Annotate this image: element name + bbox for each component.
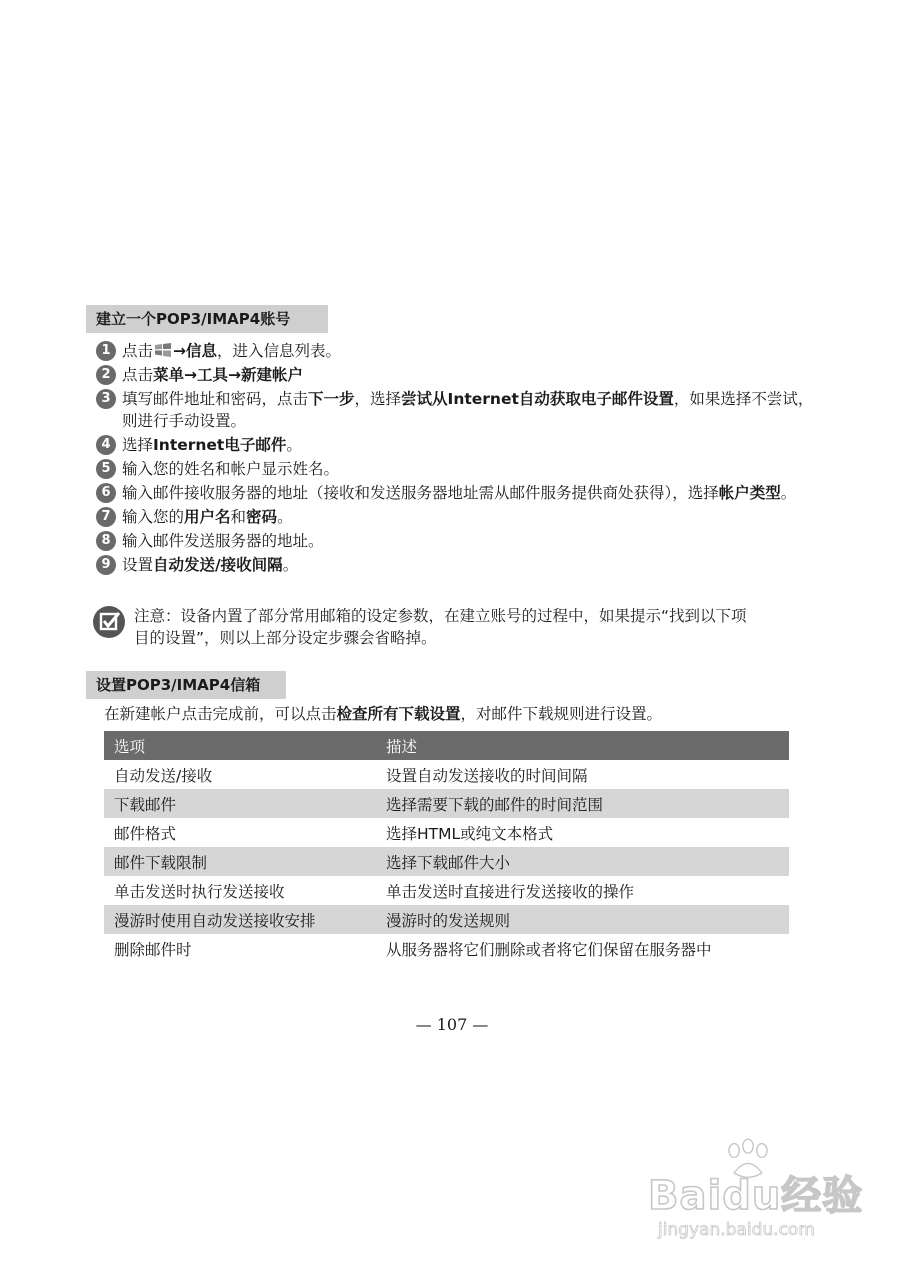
note-label: 注意： xyxy=(134,607,181,625)
step-text: 输入您的姓名和帐户显示姓名。 xyxy=(122,460,340,478)
step-text: 和 xyxy=(230,508,247,526)
step-text: 输入邮件发送服务器的地址。 xyxy=(122,532,324,550)
option-cell: 单击发送时执行发送接收 xyxy=(114,882,285,901)
step-3 xyxy=(96,388,826,432)
step-bold: 下一步 xyxy=(308,390,355,408)
page-number: — 107 — xyxy=(415,1015,489,1034)
table-row xyxy=(104,905,789,934)
description-cell: 选择HTML或纯文本格式 xyxy=(386,824,554,843)
step-bold: Internet电子邮件 xyxy=(153,436,287,454)
arrow: → xyxy=(184,366,198,384)
option-cell: 漫游时使用自动发送接收安排 xyxy=(104,905,376,934)
intro-text: 在新建帐户点击完成前，可以点击 xyxy=(104,705,337,723)
step-text: 填写邮件地址和密码，点击 xyxy=(122,390,309,408)
step-bold: 自动发送/接收间隔 xyxy=(153,556,283,574)
table-row xyxy=(104,789,789,818)
watermark-brand: Baidu经验 xyxy=(648,1173,864,1219)
step-number: 7 xyxy=(96,507,116,527)
section2-intro xyxy=(104,703,662,725)
step-number: 3 xyxy=(96,389,116,409)
step-7 xyxy=(96,506,826,528)
table-row xyxy=(104,847,789,876)
description-cell: 单击发送时直接进行发送接收的操作 xyxy=(386,882,635,901)
step-bold: 工具 xyxy=(197,366,229,384)
step-9 xyxy=(96,554,826,576)
description-cell: 设置自动发送接收的时间间隔 xyxy=(386,766,588,785)
step-text: ，选择 xyxy=(354,390,402,408)
step-text: 点击 xyxy=(122,366,154,384)
option-cell: 自动发送/接收 xyxy=(114,766,213,785)
step-text: 。 xyxy=(282,556,299,574)
step-bold: 尝试从Internet自动获取电子邮件设置 xyxy=(401,390,674,408)
step-number: 2 xyxy=(96,365,116,385)
step-text: 。 xyxy=(286,436,302,454)
description-cell: 选择需要下载的邮件的时间范围 xyxy=(376,789,789,818)
step-number: 9 xyxy=(96,555,116,575)
step-text: 设置 xyxy=(122,556,154,574)
step-bold: 用户名 xyxy=(184,508,231,526)
description-cell: 选择下载邮件大小 xyxy=(376,847,789,876)
step-2 xyxy=(96,364,826,386)
option-cell: 删除邮件时 xyxy=(114,940,192,959)
step-text: ，如果选择不尝试，则进行手动设置。 xyxy=(122,390,814,430)
section-title-create-account: 建立一个POP3/IMAP4账号 xyxy=(86,305,328,333)
step-text: 。 xyxy=(780,484,797,502)
step-bold: 帐户类型 xyxy=(718,484,781,502)
note-body: 设备内置了部分常用邮箱的设定参数，在建立账号的过程中，如果提示“找到以下项目的设置”，则以上部分设定步骤会省略掉。 xyxy=(134,607,747,647)
note-checkbox-icon xyxy=(92,605,126,639)
note-block xyxy=(92,605,752,649)
step-text: 点击 xyxy=(122,342,154,360)
windows-start-icon xyxy=(154,342,172,358)
step-4 xyxy=(96,434,826,456)
step-bold: 信息 xyxy=(186,342,218,360)
step-1 xyxy=(96,340,826,362)
note-text xyxy=(134,605,752,649)
option-cell: 邮件格式 xyxy=(114,824,177,843)
step-bold: 密码 xyxy=(246,508,278,526)
arrow: → xyxy=(173,342,187,360)
header-description: 描述 xyxy=(376,731,789,760)
header-option: 选项 xyxy=(104,731,376,760)
intro-bold: 检查所有下载设置 xyxy=(336,705,461,723)
intro-text: ，对邮件下载规则进行设置。 xyxy=(460,705,663,723)
step-text: ，进入信息列表。 xyxy=(217,342,342,360)
option-cell: 邮件下载限制 xyxy=(104,847,376,876)
arrow: → xyxy=(228,366,242,384)
table-row xyxy=(104,818,789,847)
step-number: 8 xyxy=(96,531,116,551)
options-table xyxy=(104,731,789,963)
table-row xyxy=(104,934,789,963)
step-5 xyxy=(96,458,826,480)
step-bold: 菜单 xyxy=(153,366,185,384)
step-number: 5 xyxy=(96,459,116,479)
table-row xyxy=(104,760,789,789)
section-title-mailbox-settings: 设置POP3/IMAP4信箱 xyxy=(86,671,286,699)
watermark-url: jingyan.baidu.com xyxy=(658,1220,815,1240)
step-bold: 新建帐户 xyxy=(241,366,304,384)
option-cell: 下载邮件 xyxy=(104,789,376,818)
step-text: 选择 xyxy=(122,436,154,454)
baidu-watermark xyxy=(640,1138,870,1248)
step-text: 输入您的 xyxy=(122,508,185,526)
table-row xyxy=(104,876,789,905)
steps-list xyxy=(96,340,826,578)
step-6 xyxy=(96,482,826,504)
step-number: 4 xyxy=(96,435,116,455)
description-cell: 漫游时的发送规则 xyxy=(376,905,789,934)
step-number: 6 xyxy=(96,483,116,503)
step-8 xyxy=(96,530,826,552)
description-cell: 从服务器将它们删除或者将它们保留在服务器中 xyxy=(386,940,712,959)
step-text: 输入邮件接收服务器的地址（接收和发送服务器地址需从邮件服务提供商处获得），选择 xyxy=(122,484,719,502)
step-text: 。 xyxy=(277,508,293,526)
step-number: 1 xyxy=(96,341,116,361)
table-header-row xyxy=(104,731,789,760)
